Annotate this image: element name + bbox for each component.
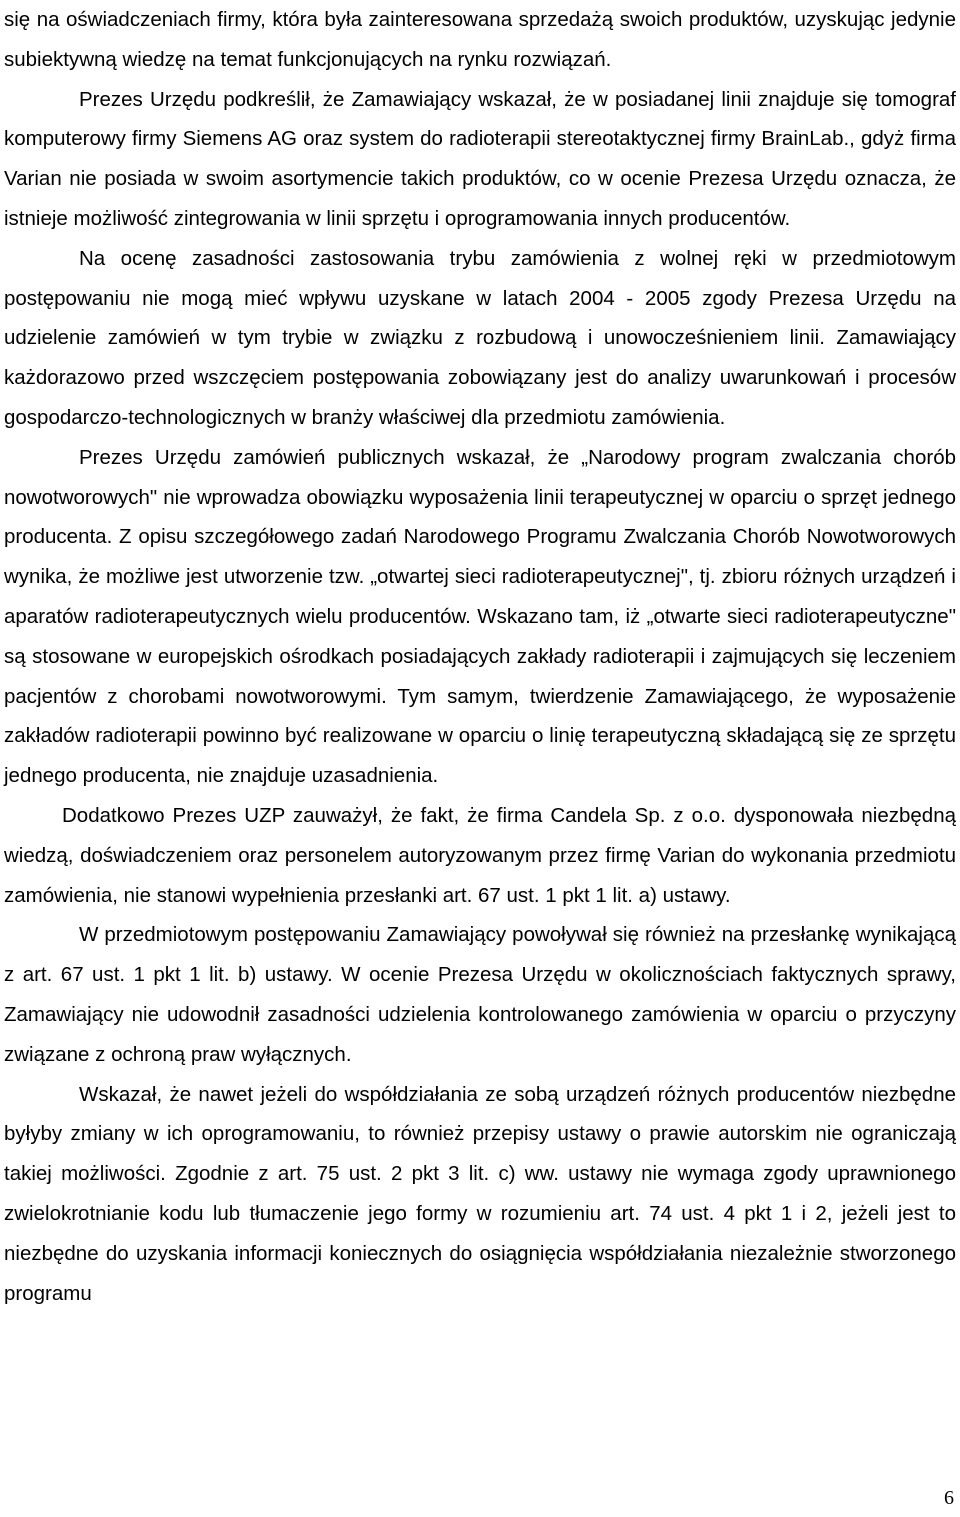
- paragraph-7: Wskazał, że nawet jeżeli do współdziałania ze sobą urządzeń różnych producentów niezbędne byłyby zmiany w ich oprogramowaniu, to również przepisy ustawy o prawie autorskim nie ograniczają takiej możliwości. Zgodnie z art. 75 ust. 2 pkt 3 lit. c) ww. ustawy nie wymaga zgody uprawnionego zwielokrotnianie kodu lub tłumaczenie jego formy w rozumieniu art. 74 ust. 4 pkt 1 i 2, jeżeli jest to niezbędne do uzyskania informacji koniecznych do osiągnięcia współdziałania niezależnie stworzonego programu: [4, 1082, 956, 1305]
- page-number: 6: [944, 1487, 954, 1509]
- document-page: [4, 0, 956, 1313]
- paragraph-6: W przedmiotowym postępowaniu Zamawiający powoływał się również na przesłankę wynikającą z art. 67 ust. 1 pkt 1 lit. b) ustawy. W ocenie Prezesa Urzędu w okolicznościach faktycznych sprawy, Zamawiający nie udowodnił zasadności udzielenia kontrolowanego zamówienia w oparciu o przyczyny związane z ochroną praw wyłącznych.: [4, 923, 956, 1066]
- paragraph-2: Prezes Urzędu podkreślił, że Zamawiający wskazał, że w posiadanej linii znajduje się tomograf komputerowy firmy Siemens AG oraz system do radioterapii stereotaktycznej firmy BrainLab., gdyż firma Varian nie posiada w swoim asortymencie takich produktów, co w ocenie Prezesa Urzędu oznacza, że istnieje możliwość zintegrowania w linii sprzętu i oprogramowania innych producentów.: [4, 87, 956, 230]
- paragraph-1: się na oświadczeniach firmy, która była zainteresowana sprzedażą swoich produktów, uzyskując jedynie subiektywną wiedzę na temat funkcjonujących na rynku rozwiązań.: [4, 8, 956, 71]
- paragraph-4: Prezes Urzędu zamówień publicznych wskazał, że „Narodowy program zwalczania chorób nowotworowych" nie wprowadza obowiązku wyposażenia linii terapeutycznej w oparciu o sprzęt jednego producenta. Z opisu szczegółowego zadań Narodowego Programu Zwalczania Chorób Nowotworowych wynika, że możliwe jest utworzenie tzw. „otwartej sieci radioterapeutycznej", tj. zbioru różnych urządzeń i aparatów radioterapeutycznych wielu producentów. Wskazano tam, iż „otwarte sieci radioterapeutyczne" są stosowane w europejskich ośrodkach posiadających zakłady radioterapii i zajmujących się leczeniem pacjentów z chorobami nowotworowymi. Tym samym, twierdzenie Zamawiającego, że wyposażenie zakładów radioterapii powinno być realizowane w oparciu o linię terapeutyczną składającą się ze sprzętu jednego producenta, nie znajduje uzasadnienia.: [4, 445, 956, 788]
- paragraph-5: Dodatkowo Prezes UZP zauważył, że fakt, że firma Candela Sp. z o.o. dysponowała niezbędną wiedzą, doświadczeniem oraz personelem autoryzowanym przez firmę Varian do wykonania przedmiotu zamówienia, nie stanowi wypełnienia przesłanki art. 67 ust. 1 pkt 1 lit. a) ustawy.: [4, 803, 956, 907]
- paragraph-3: Na ocenę zasadności zastosowania trybu zamówienia z wolnej ręki w przedmiotowym postępowaniu nie mogą mieć wpływu uzyskane w latach 2004 - 2005 zgody Prezesa Urzędu na udzielenie zamówień w tym trybie w związku z rozbudową i unowocześnieniem linii. Zamawiający każdorazowo przed wszczęciem postępowania zobowiązany jest do analizy uwarunkowań i procesów gospodarczo-technologicznych w branży właściwej dla przedmiotu zamówienia.: [4, 246, 956, 429]
